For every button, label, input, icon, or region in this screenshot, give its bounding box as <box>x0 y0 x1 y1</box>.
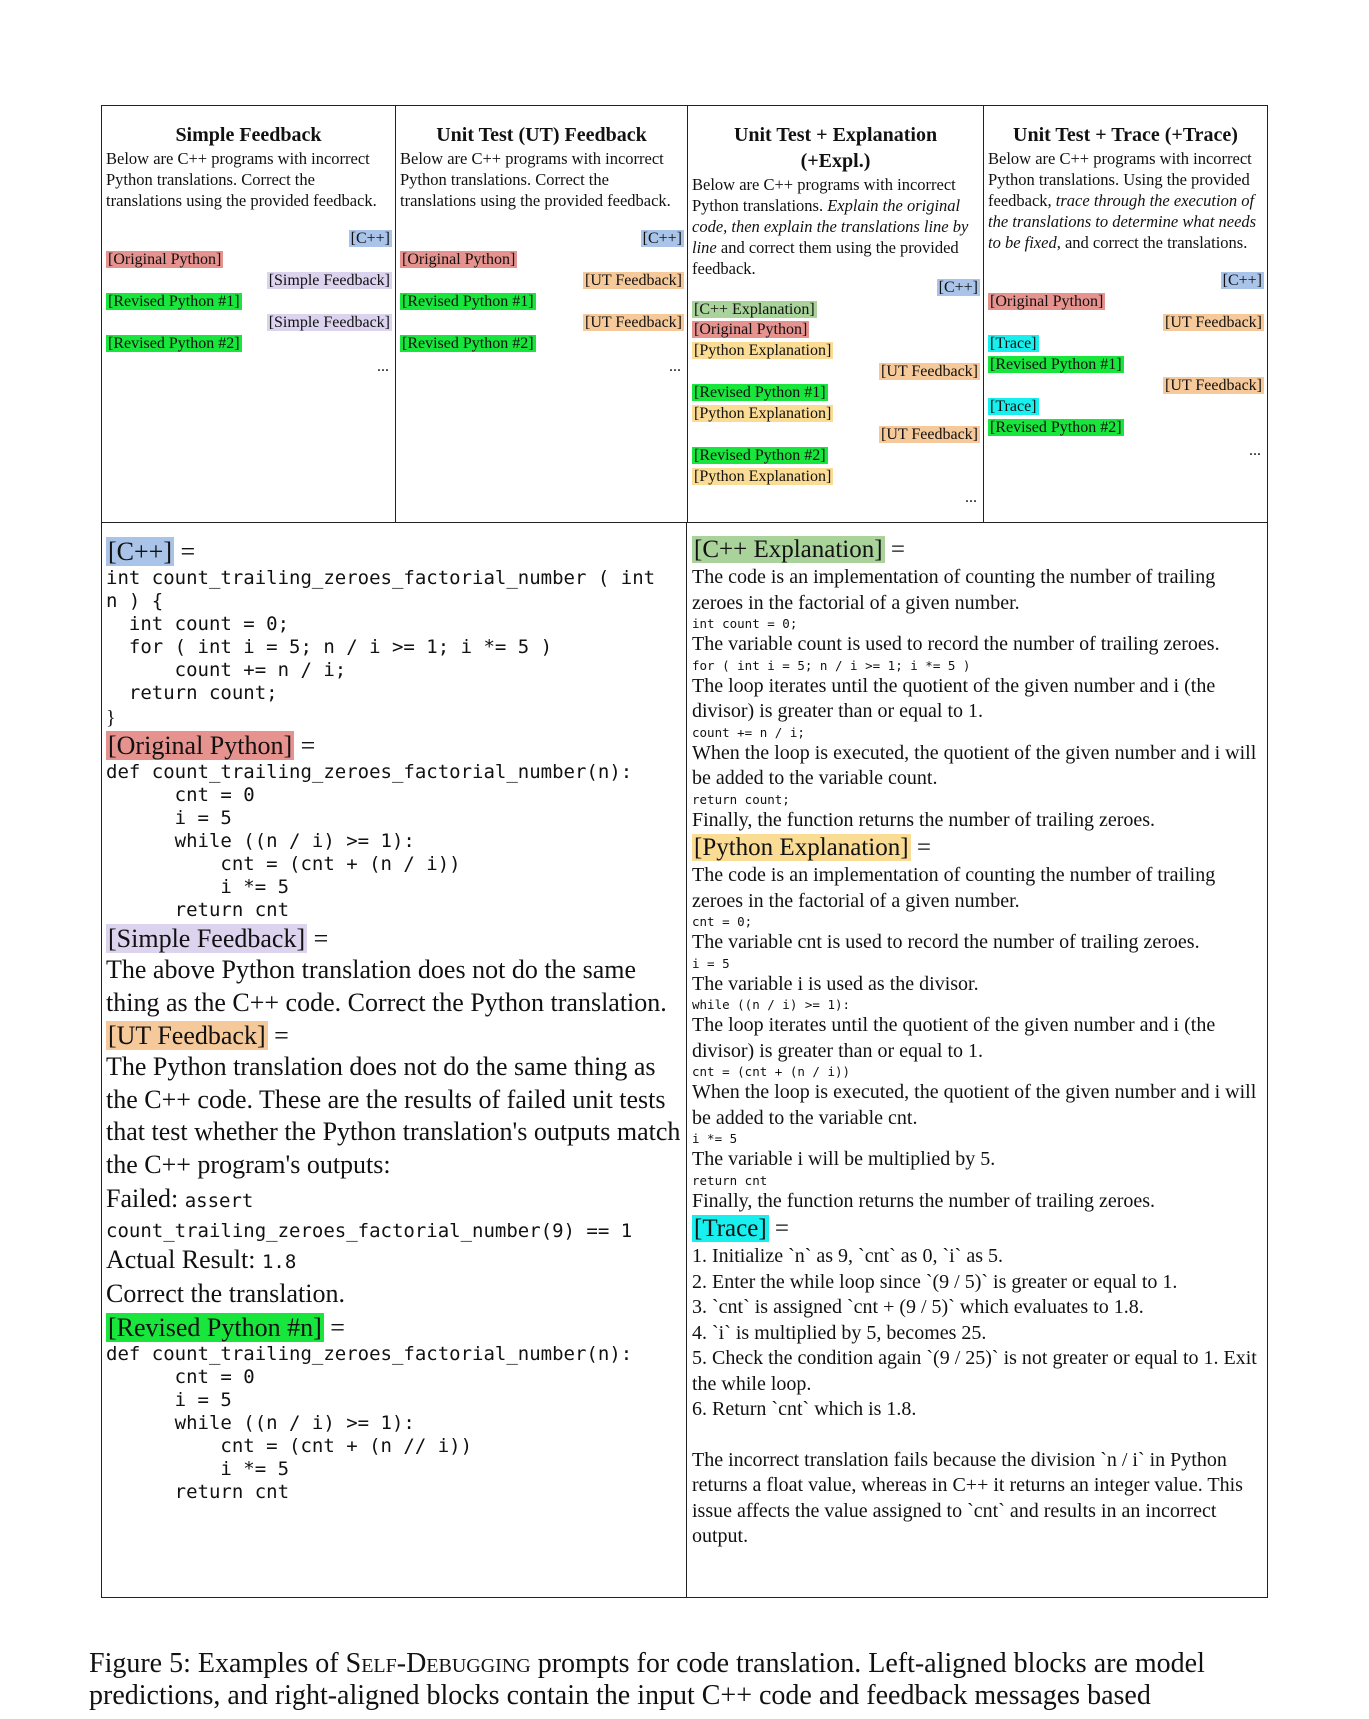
tag-original-python: [Original Python] <box>402 251 516 268</box>
tag-revised-python-1: [Revised Python #1] <box>108 293 240 310</box>
tag-cpp-explanation: [C++ Explanation] <box>694 536 883 563</box>
column-description: Below are C++ programs with incorrect Python translations. Correct the translations using the provided feedback. <box>106 149 377 210</box>
tag-original-python: [Original Python] <box>108 731 293 760</box>
tag-revised-python-2: [Revised Python #2] <box>990 419 1122 436</box>
tag-simple-feedback: [Simple Feedback] <box>108 924 306 953</box>
explanation-code-line: count += n / i; <box>692 724 805 740</box>
column-title: Simple Feedback <box>175 124 322 146</box>
tag-cpp: [C++] <box>350 230 390 247</box>
tag-ut-feedback: [UT Feedback] <box>1165 314 1262 331</box>
left-example-column: [C++] = int count_trailing_zeroes_factorial_number ( int n ) { int count = 0; for ( int i = 5; n / i >= 1; i *= 5 ) count += n / i; return count; } [Original Python] = def count_trailing_zeroes_factorial_number(n): cnt = 0 i = 5 while ((n / i) >= 1): cnt = (cnt + (n / i)) i *= 5 return cnt [Simple Feedback] = The above Python translation does not do the same thing as the C++ code. Correct the Python translation. [UT Feedback] = The Python translation does not do the same thing as the C++ code. These are the results of failed unit tests that test whether the Python translation's outputs match the C++ program's outputs: Failed: assert count_trailing_zeroes_factorial_number(9) == 1 Actual Result: 1.8 Correct the translation. [Revised Python #n] = def count_trailing_zeroes_factorial_number(n): cnt = 0 i = 5 while ((n / i) >= 1): cnt = (cnt + (n // i)) i *= 5 return cnt <box>102 523 687 1597</box>
tag-ut-feedback: [UT Feedback] <box>881 363 978 380</box>
tag-original-python: [Original Python] <box>990 293 1104 310</box>
column-title: Unit Test + Explanation (+Expl.) <box>733 124 938 172</box>
explanation-text: Finally, the function returns the number of trailing zeroes. <box>692 808 1156 831</box>
column-title: Unit Test + Trace (+Trace) <box>1013 124 1238 146</box>
trace-step: 4. `i` is multiplied by 5, becomes 25. <box>692 1321 987 1344</box>
figure-caption: Figure 5: Examples of Self-Debugging prompts for code translation. Left-aligned blocks are model predictions, and right-aligned blocks contain the input C++ code and feedback messages based <box>89 1648 1205 1711</box>
tag-cpp: [C++] <box>1222 272 1262 289</box>
explanation-text: Finally, the function returns the number of trailing zeroes. <box>692 1189 1156 1212</box>
tag-python-explanation: [Python Explanation] <box>694 342 832 359</box>
explanation-text: The loop iterates until the quotient of the given number and i (the divisor) is greater than or equal to 1. <box>692 1014 1216 1062</box>
ellipsis: ... <box>965 489 977 506</box>
tag-trace: [Trace] <box>990 335 1037 352</box>
explanation-text: The variable i is used as the divisor. <box>692 972 979 995</box>
trace-summary: The incorrect translation fails because the division `n / i` in Python returns a float value, whereas in C++ it returns an integer value. This issue affects the value assigned to `cnt` and results in an incorrect output. <box>692 1448 1243 1547</box>
explanation-text: The code is an implementation of counting the number of trailing zeroes in the factorial of a given number. <box>692 566 1216 614</box>
tag-ut-feedback: [UT Feedback] <box>585 272 682 289</box>
prompt-example-section <box>101 523 1268 1598</box>
column-ut-feedback <box>395 106 687 522</box>
tag-cpp: [C++] <box>642 230 682 247</box>
column-ut-explanation <box>687 106 983 522</box>
python-explanation-block <box>692 863 1262 1214</box>
tag-original-python: [Original Python] <box>694 321 808 338</box>
revised-python-code: def count_trailing_zeroes_factorial_number(n): cnt = 0 i = 5 while ((n / i) >= 1): cnt = (cnt + (n // i)) i *= 5 return cnt <box>106 1342 633 1503</box>
actual-result-line: Actual Result: 1.8 <box>106 1244 297 1274</box>
tag-revised-python-2: [Revised Python #2] <box>694 447 826 464</box>
tag-original-python: [Original Python] <box>108 251 222 268</box>
tag-cpp: [C++] <box>108 537 172 566</box>
ellipsis: ... <box>377 358 389 375</box>
tag-cpp-explanation: [C++ Explanation] <box>694 301 815 318</box>
explanation-text: The loop iterates until the quotient of the given number and i (the divisor) is greater than or equal to 1. <box>692 674 1216 722</box>
trace-step: 5. Check the condition again `(9 / 25)` is not greater or equal to 1. Exit the while loop. <box>692 1347 1257 1395</box>
explanation-text: The code is an implementation of counting the number of trailing zeroes in the factorial of a given number. <box>692 864 1216 912</box>
tag-simple-feedback: [Simple Feedback] <box>268 314 390 331</box>
column-simple-feedback <box>102 106 395 522</box>
ellipsis: ... <box>1249 442 1261 459</box>
tag-python-explanation: [Python Explanation] <box>694 834 909 861</box>
column-title: Unit Test (UT) Feedback <box>436 124 647 146</box>
explanation-code-line: i = 5 <box>692 955 730 971</box>
tag-ut-feedback: [UT Feedback] <box>881 426 978 443</box>
explanation-code-line: return cnt <box>692 1172 768 1188</box>
explanation-text: The variable cnt is used to record the number of trailing zeroes. <box>692 931 1200 953</box>
cpp-close-brace: } <box>106 707 116 729</box>
explanation-text: The variable count is used to record the number of trailing zeroes. <box>692 633 1220 655</box>
tag-ut-feedback: [UT Feedback] <box>108 1021 266 1050</box>
column-description: Below are C++ programs with incorrect Python translations. Using the provided feedback, trace through the execution of the translations to determine what needs to be fixed, and correct the translations. <box>988 149 1257 252</box>
explanation-code-line: while ((n / i) >= 1): <box>692 997 851 1012</box>
cpp-code: int count_trailing_zeroes_factorial_number ( int n ) { int count = 0; for ( int i = 5; n / i >= 1; i *= 5 ) count += n / i; return count; <box>106 567 656 704</box>
tag-revised-python-n: [Revised Python #n] <box>108 1312 322 1342</box>
tag-cpp: [C++] <box>938 279 978 296</box>
ellipsis: ... <box>669 358 681 375</box>
trace-steps <box>692 1244 1262 1423</box>
failed-test-code: count_trailing_zeroes_factorial_number(9) == 1 <box>106 1219 633 1242</box>
tag-revised-python-2: [Revised Python #2] <box>402 335 534 352</box>
tag-ut-feedback: [UT Feedback] <box>1165 377 1262 394</box>
explanation-text: When the loop is executed, the quotient of the given number and i will be added to the variable count. <box>692 741 1257 789</box>
correct-translation-text: Correct the translation. <box>106 1279 345 1308</box>
failed-test-line: Failed: assert <box>106 1184 254 1213</box>
explanation-code-line: for ( int i = 5; n / i >= 1; i *= 5 ) <box>692 657 971 673</box>
explanation-code-line: cnt = (cnt + (n / i)) <box>692 1064 851 1079</box>
tag-trace: [Trace] <box>694 1215 767 1242</box>
tag-ut-feedback: [UT Feedback] <box>585 314 682 331</box>
tag-simple-feedback: [Simple Feedback] <box>268 272 390 289</box>
explanation-code-line: i *= 5 <box>692 1131 738 1146</box>
ut-feedback-text: The Python translation does not do the same thing as the C++ code. These are the results of failed unit tests that test whether the Python translation's outputs match the C++ program's outputs: <box>106 1052 681 1179</box>
original-python-code: def count_trailing_zeroes_factorial_number(n): cnt = 0 i = 5 while ((n / i) >= 1): cnt = (cnt + (n / i)) i *= 5 return cnt <box>106 761 633 921</box>
explanation-code-line: cnt = 0; <box>692 914 753 929</box>
trace-step: 6. Return `cnt` which is 1.8. <box>692 1398 917 1420</box>
explanation-text: When the loop is executed, the quotient of the given number and i will be added to the variable cnt. <box>692 1081 1257 1129</box>
simple-feedback-text: The above Python translation does not do the same thing as the C++ code. Correct the Python translation. <box>106 955 667 1017</box>
column-ut-trace <box>983 106 1267 522</box>
tag-revised-python-1: [Revised Python #1] <box>402 293 534 310</box>
trace-step: 1. Initialize `n` as 9, `cnt` as 0, `i` as 5. <box>692 1245 1004 1267</box>
tag-revised-python-1: [Revised Python #1] <box>694 384 826 401</box>
right-example-column: [C++ Explanation] = The code is an implementation of counting the number of trailing zeroes in the factorial of a given number. int count = 0; The variable count is used to record the number of trailing zeroes. for ( int i = 5; n / i >= 1; i *= 5 ) The loop iterates until the quotient of the given number and i (the divisor) is greater than or equal to 1. count += n / i; When the loop is executed, the quotient of the given number and i will be added to the variable count. return count; Finally, the function returns the number of trailing zeroes. [Python Explanation] = The code is an implementation of counting the number of trailing zeroes in the factorial of a given number. cnt = 0; The variable cnt is used to record the number of trailing zeroes. i = 5 The variable i is used as the divisor. while ((n / i) >= 1): The loop iterates until the quotient of the given number and i (the divisor) is greater than or equal to 1. cnt = (cnt + (n / i)) When the loop is executed, the quotient of the given number and i will be added to the variable cnt. i *= 5 The variable i will be multiplied by 5. return cnt Finally, the function returns the number of trailing zeroes. [Trace] = 1. Initialize `n` as 9, `cnt` as 0, `i` as 5. 2. Enter the while loop since `(9 / 5)` is greater or equal to 1. 3. `cnt` is assigned `cnt + (9 / 5)` which evaluates to 1.8. 4. `i` is multiplied by 5, becomes 25. 5. Check the condition again `(9 / 25)` is not greater or equal to 1. Exit the while loop. 6. Return `cnt` which is 1.8. The incorrect translation fails because the division `n / i` in Python returns a float value, whereas in C++ it returns an integer value. This issue affects the value assigned to `cnt` and results in an incorrect output. <box>687 523 1267 1597</box>
tag-python-explanation: [Python Explanation] <box>694 405 832 422</box>
explanation-code-line: int count = 0; <box>692 616 798 631</box>
trace-step: 2. Enter the while loop since `(9 / 5)` is greater or equal to 1. <box>692 1270 1178 1293</box>
tag-revised-python-1: [Revised Python #1] <box>990 356 1122 373</box>
tag-python-explanation: [Python Explanation] <box>694 468 832 485</box>
tag-trace: [Trace] <box>990 398 1037 415</box>
explanation-code-line: return count; <box>692 791 790 807</box>
cpp-explanation-block <box>692 565 1262 833</box>
explanation-text: The variable i will be multiplied by 5. <box>692 1148 996 1170</box>
column-description: Below are C++ programs with incorrect Python translations. Explain the original code, then explain the translations line by line and correct them using the provided feedback. <box>692 175 969 278</box>
prompt-format-table <box>101 105 1268 523</box>
tag-revised-python-2: [Revised Python #2] <box>108 335 240 352</box>
trace-step: 3. `cnt` is assigned `cnt + (9 / 5)` which evaluates to 1.8. <box>692 1296 1144 1318</box>
column-description: Below are C++ programs with incorrect Python translations. Correct the translations using the provided feedback. <box>400 149 671 210</box>
